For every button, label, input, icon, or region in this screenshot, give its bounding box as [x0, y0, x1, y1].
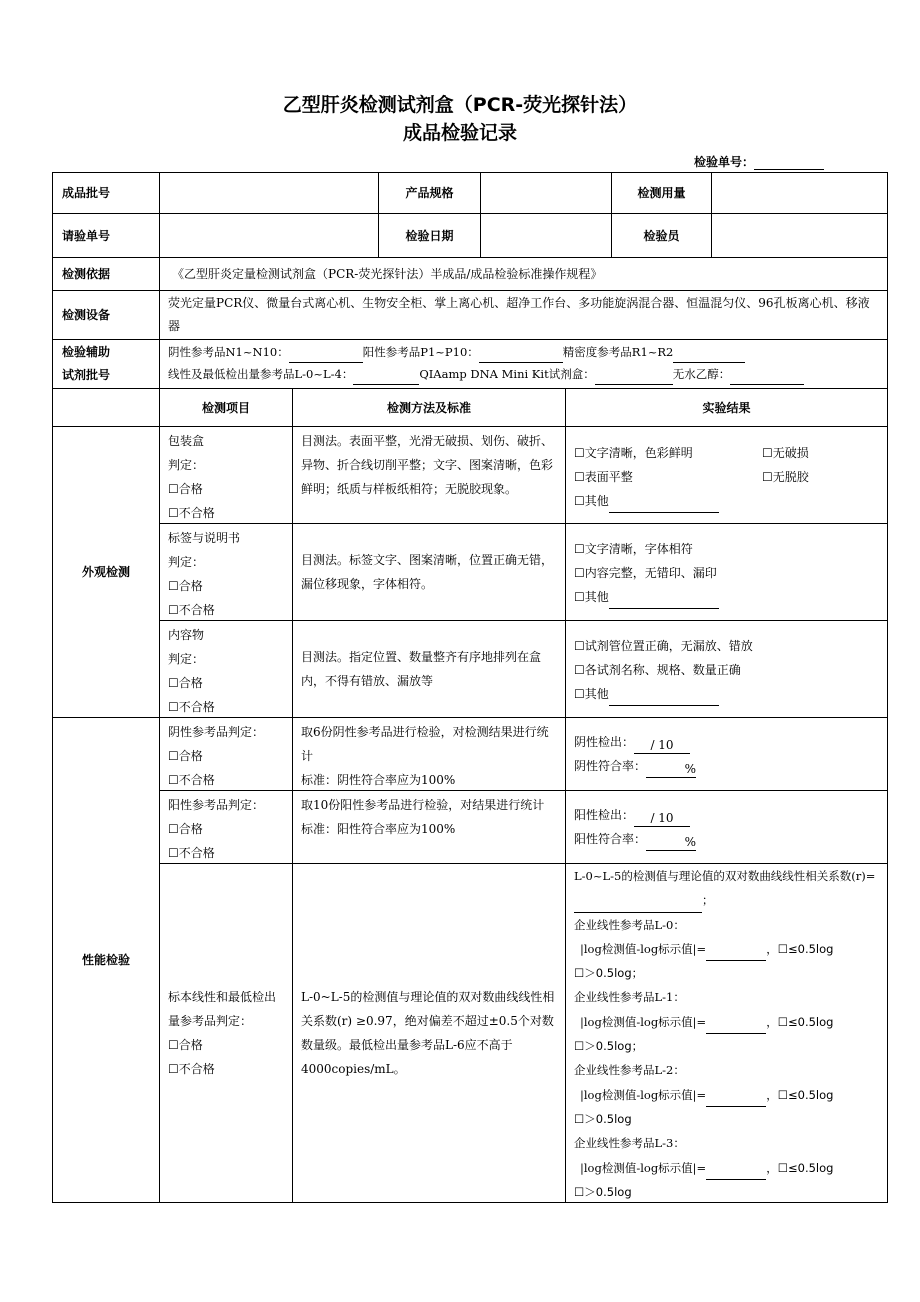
appearance-label-judge: 判定：	[168, 555, 205, 569]
box-check-glue[interactable]: ☐无脱胶	[762, 470, 809, 484]
dosage-field[interactable]	[711, 172, 888, 214]
appearance-contents-fail[interactable]: ☐不合格	[168, 700, 215, 714]
performance-section: 性能检验	[52, 717, 160, 1203]
aux-values	[159, 339, 888, 389]
neg-detect-value[interactable]: / 10	[634, 737, 690, 754]
linear-ref-l3-name: 企业线性参考品L-3：	[574, 1136, 685, 1151]
box-check-clear[interactable]: ☐文字清晰，色彩鲜明	[574, 446, 693, 460]
label-other-blank[interactable]	[609, 592, 719, 609]
linear-r-tail: ；	[702, 893, 714, 908]
equipment-label: 检测设备	[52, 290, 160, 340]
aux-ethanol-label: 无水乙醇：	[672, 367, 731, 381]
appearance-item-label	[159, 523, 293, 621]
neg-rate-label: 阴性符合率：	[574, 759, 647, 773]
perf-pos-result	[565, 790, 888, 864]
batch-field[interactable]	[159, 172, 379, 214]
appearance-box-fail[interactable]: ☐不合格	[168, 506, 215, 520]
title-line-1: 乙型肝炎检测试剂盒（PCR-荧光探针法）	[282, 94, 638, 116]
perf-linear-judge: 标本线性和最低检出量参考品判定：	[168, 990, 277, 1028]
head-result: 实验结果	[565, 388, 888, 427]
perf-linear-item	[159, 863, 293, 1203]
appearance-contents-judge: 判定：	[168, 652, 205, 666]
appearance-label-fail[interactable]: ☐不合格	[168, 603, 215, 617]
pos-rate-label: 阳性符合率：	[574, 832, 647, 846]
linear-ref-l1-le[interactable]: ，☐≤0.5log	[766, 1014, 834, 1029]
perf-neg-method-line1: 取6份阴性参考品进行检验，对检测结果进行统计	[301, 725, 549, 763]
date-label: 检验日期	[378, 213, 481, 258]
perf-neg-result	[565, 717, 888, 791]
linear-ref-l1-gt[interactable]: ☐＞0.5log；	[574, 1039, 644, 1054]
linear-ref-l0-le[interactable]: ，☐≤0.5log	[766, 941, 834, 956]
head-method: 检测方法及标准	[292, 388, 566, 427]
perf-pos-item	[159, 790, 293, 864]
perf-neg-fail[interactable]: ☐不合格	[168, 773, 215, 787]
form-number-label: 检验单号：	[694, 155, 755, 169]
pos-detect-label: 阳性检出：	[574, 808, 635, 822]
perf-linear-result	[565, 863, 888, 1203]
linear-ref-l0-blank[interactable]	[706, 944, 766, 961]
form-number	[694, 153, 824, 170]
appearance-contents-method: 目测法。指定位置、数量整齐有序地排列在盒内，不得有错放、漏放等	[292, 620, 566, 718]
appearance-label-result	[565, 523, 888, 621]
appearance-box-pass[interactable]: ☐合格	[168, 482, 203, 496]
appearance-item-contents	[159, 620, 293, 718]
perf-pos-judge: 阳性参考品判定：	[168, 798, 265, 812]
linear-r-blank[interactable]	[574, 896, 702, 913]
linear-ref-l3-line: |log检测值-log标示值|=	[580, 1160, 707, 1175]
appearance-box-method: 目测法。表面平整，光滑无破损、划伤、破折、异物、折合线切削平整；文字、图案清晰，色彩鲜明；纸质与样板纸相符；无脱胶现象。	[292, 426, 566, 524]
pos-rate-value[interactable]: %	[646, 834, 696, 851]
date-field[interactable]	[480, 213, 612, 258]
appearance-label-name: 标签与说明书	[168, 531, 241, 545]
label-check-other[interactable]: ☐其他	[574, 590, 609, 604]
linear-ref-l2-gt[interactable]: ☐＞0.5log	[574, 1111, 632, 1126]
perf-pos-pass[interactable]: ☐合格	[168, 822, 203, 836]
aux-label-line2: 试剂批号	[62, 368, 111, 382]
label-check-complete[interactable]: ☐内容完整，无错印、漏印	[574, 566, 717, 580]
form-number-blank[interactable]	[754, 157, 824, 170]
inspector-field[interactable]	[711, 213, 888, 258]
neg-rate-value[interactable]: %	[646, 761, 696, 778]
aux-precision-label: 精密度参考品R1~R2	[562, 345, 674, 359]
appearance-contents-result	[565, 620, 888, 718]
appearance-box-name: 包装盒	[168, 434, 205, 448]
perf-linear-fail[interactable]: ☐不合格	[168, 1062, 215, 1076]
aux-precision-blank[interactable]	[673, 346, 745, 363]
appearance-section: 外观检测	[52, 426, 160, 718]
contents-other-blank[interactable]	[609, 689, 719, 706]
linear-ref-l2-name: 企业线性参考品L-2：	[574, 1063, 685, 1078]
appearance-label-pass[interactable]: ☐合格	[168, 579, 203, 593]
linear-ref-l2-le[interactable]: ，☐≤0.5log	[766, 1087, 834, 1102]
aux-kit-blank[interactable]	[595, 368, 673, 385]
linear-ref-l1-name: 企业线性参考品L-1：	[574, 990, 685, 1005]
head-item: 检测项目	[159, 388, 293, 427]
head-empty	[52, 388, 160, 427]
aux-label-line1: 检验辅助	[62, 345, 111, 359]
linear-ref-l0-name: 企业线性参考品L-0：	[574, 917, 685, 932]
linear-ref-l2-line: |log检测值-log标示值|=	[580, 1087, 707, 1102]
appearance-box-judge: 判定：	[168, 458, 205, 472]
label-check-clear[interactable]: ☐文字清晰，字体相符	[574, 542, 693, 556]
linear-ref-l3-blank[interactable]	[706, 1163, 766, 1180]
perf-pos-method-line1: 取10份阳性参考品进行检验，对结果进行统计	[301, 798, 545, 812]
perf-neg-judge: 阴性参考品判定：	[168, 725, 265, 739]
appearance-item-box	[159, 426, 293, 524]
appearance-contents-name: 内容物	[168, 628, 205, 642]
perf-linear-method: L-0~L-5的检测值与理论值的双对数曲线线性相关系数(r) ≥0.97，绝对偏差不超过±0.5个对数数量级。最低检出量参考品L-6应不高于4000copies/mL。	[292, 863, 566, 1203]
box-other-blank[interactable]	[609, 496, 719, 513]
box-check-flat[interactable]: ☐表面平整	[574, 470, 633, 484]
basis-value: 《乙型肝炎定量检测试剂盒（PCR-荧光探针法）半成品/成品检验标准操作规程》	[159, 257, 888, 291]
aux-linear-label: 线性及最低检出量参考品L-0~L-4：	[168, 367, 354, 381]
perf-pos-fail[interactable]: ☐不合格	[168, 846, 215, 860]
contents-check-position[interactable]: ☐试剂管位置正确，无漏放、错放	[574, 639, 753, 653]
linear-ref-l2-blank[interactable]	[706, 1090, 766, 1107]
aux-kit-label: QIAamp DNA Mini Kit试剂盒：	[419, 367, 595, 381]
perf-pos-method-line2: 标准：阳性符合率应为100%	[301, 822, 456, 836]
aux-ethanol-blank[interactable]	[730, 368, 804, 385]
aux-neg-label: 阴性参考品N1~N10：	[168, 345, 289, 359]
neg-detect-label: 阴性检出：	[574, 735, 635, 749]
aux-linear-blank[interactable]	[353, 368, 419, 385]
linear-ref-l3-le[interactable]: ，☐≤0.5log	[766, 1160, 834, 1175]
perf-neg-method-line2: 标准：阴性符合率应为100%	[301, 773, 456, 787]
basis-label: 检测依据	[52, 257, 160, 291]
linear-ref-l0-line: |log检测值-log标示值|=	[580, 941, 707, 956]
aux-pos-blank[interactable]	[479, 346, 563, 363]
appearance-contents-pass[interactable]: ☐合格	[168, 676, 203, 690]
contents-check-names[interactable]: ☐各试剂名称、规格、数量正确	[574, 663, 741, 677]
box-check-other[interactable]: ☐其他	[574, 494, 609, 508]
linear-ref-l0-gt[interactable]: ☐＞0.5log；	[574, 966, 644, 981]
inspection-table	[52, 172, 888, 1203]
inspector-label: 检验员	[611, 213, 712, 258]
batch-label: 成品批号	[52, 172, 160, 214]
perf-neg-pass[interactable]: ☐合格	[168, 749, 203, 763]
linear-ref-l3-gt[interactable]: ☐＞0.5log	[574, 1184, 632, 1199]
equipment-value: 荧光定量PCR仪、微量台式离心机、生物安全柜、掌上离心机、超净工作台、多功能旋涡混合器、恒温混匀仪、96孔板离心机、移液器	[159, 290, 888, 340]
title-line-2: 成品检验记录	[402, 122, 517, 144]
linear-ref-l1-blank[interactable]	[706, 1017, 766, 1034]
linear-r-head: L-0~L-5的检测值与理论值的双对数曲线线性相关系数(r)=	[574, 869, 876, 883]
appearance-box-result	[565, 426, 888, 524]
spec-field[interactable]	[480, 172, 612, 214]
request-label: 请验单号	[52, 213, 160, 258]
pos-detect-value[interactable]: / 10	[634, 810, 690, 827]
aux-neg-blank[interactable]	[289, 346, 363, 363]
aux-label	[52, 339, 160, 389]
appearance-label-method: 目测法。标签文字、图案清晰，位置正确无错，漏位移现象，字体相符。	[292, 523, 566, 621]
linear-ref-l1-line: |log检测值-log标示值|=	[580, 1014, 707, 1029]
perf-linear-pass[interactable]: ☐合格	[168, 1038, 203, 1052]
request-field[interactable]	[159, 213, 379, 258]
box-check-intact[interactable]: ☐无破损	[762, 446, 809, 460]
spec-label: 产品规格	[378, 172, 481, 214]
aux-pos-label: 阳性参考品P1~P10：	[362, 345, 479, 359]
perf-neg-item	[159, 717, 293, 791]
perf-pos-method	[292, 790, 566, 864]
perf-neg-method	[292, 717, 566, 791]
contents-check-other[interactable]: ☐其他	[574, 687, 609, 701]
dosage-label: 检测用量	[611, 172, 712, 214]
